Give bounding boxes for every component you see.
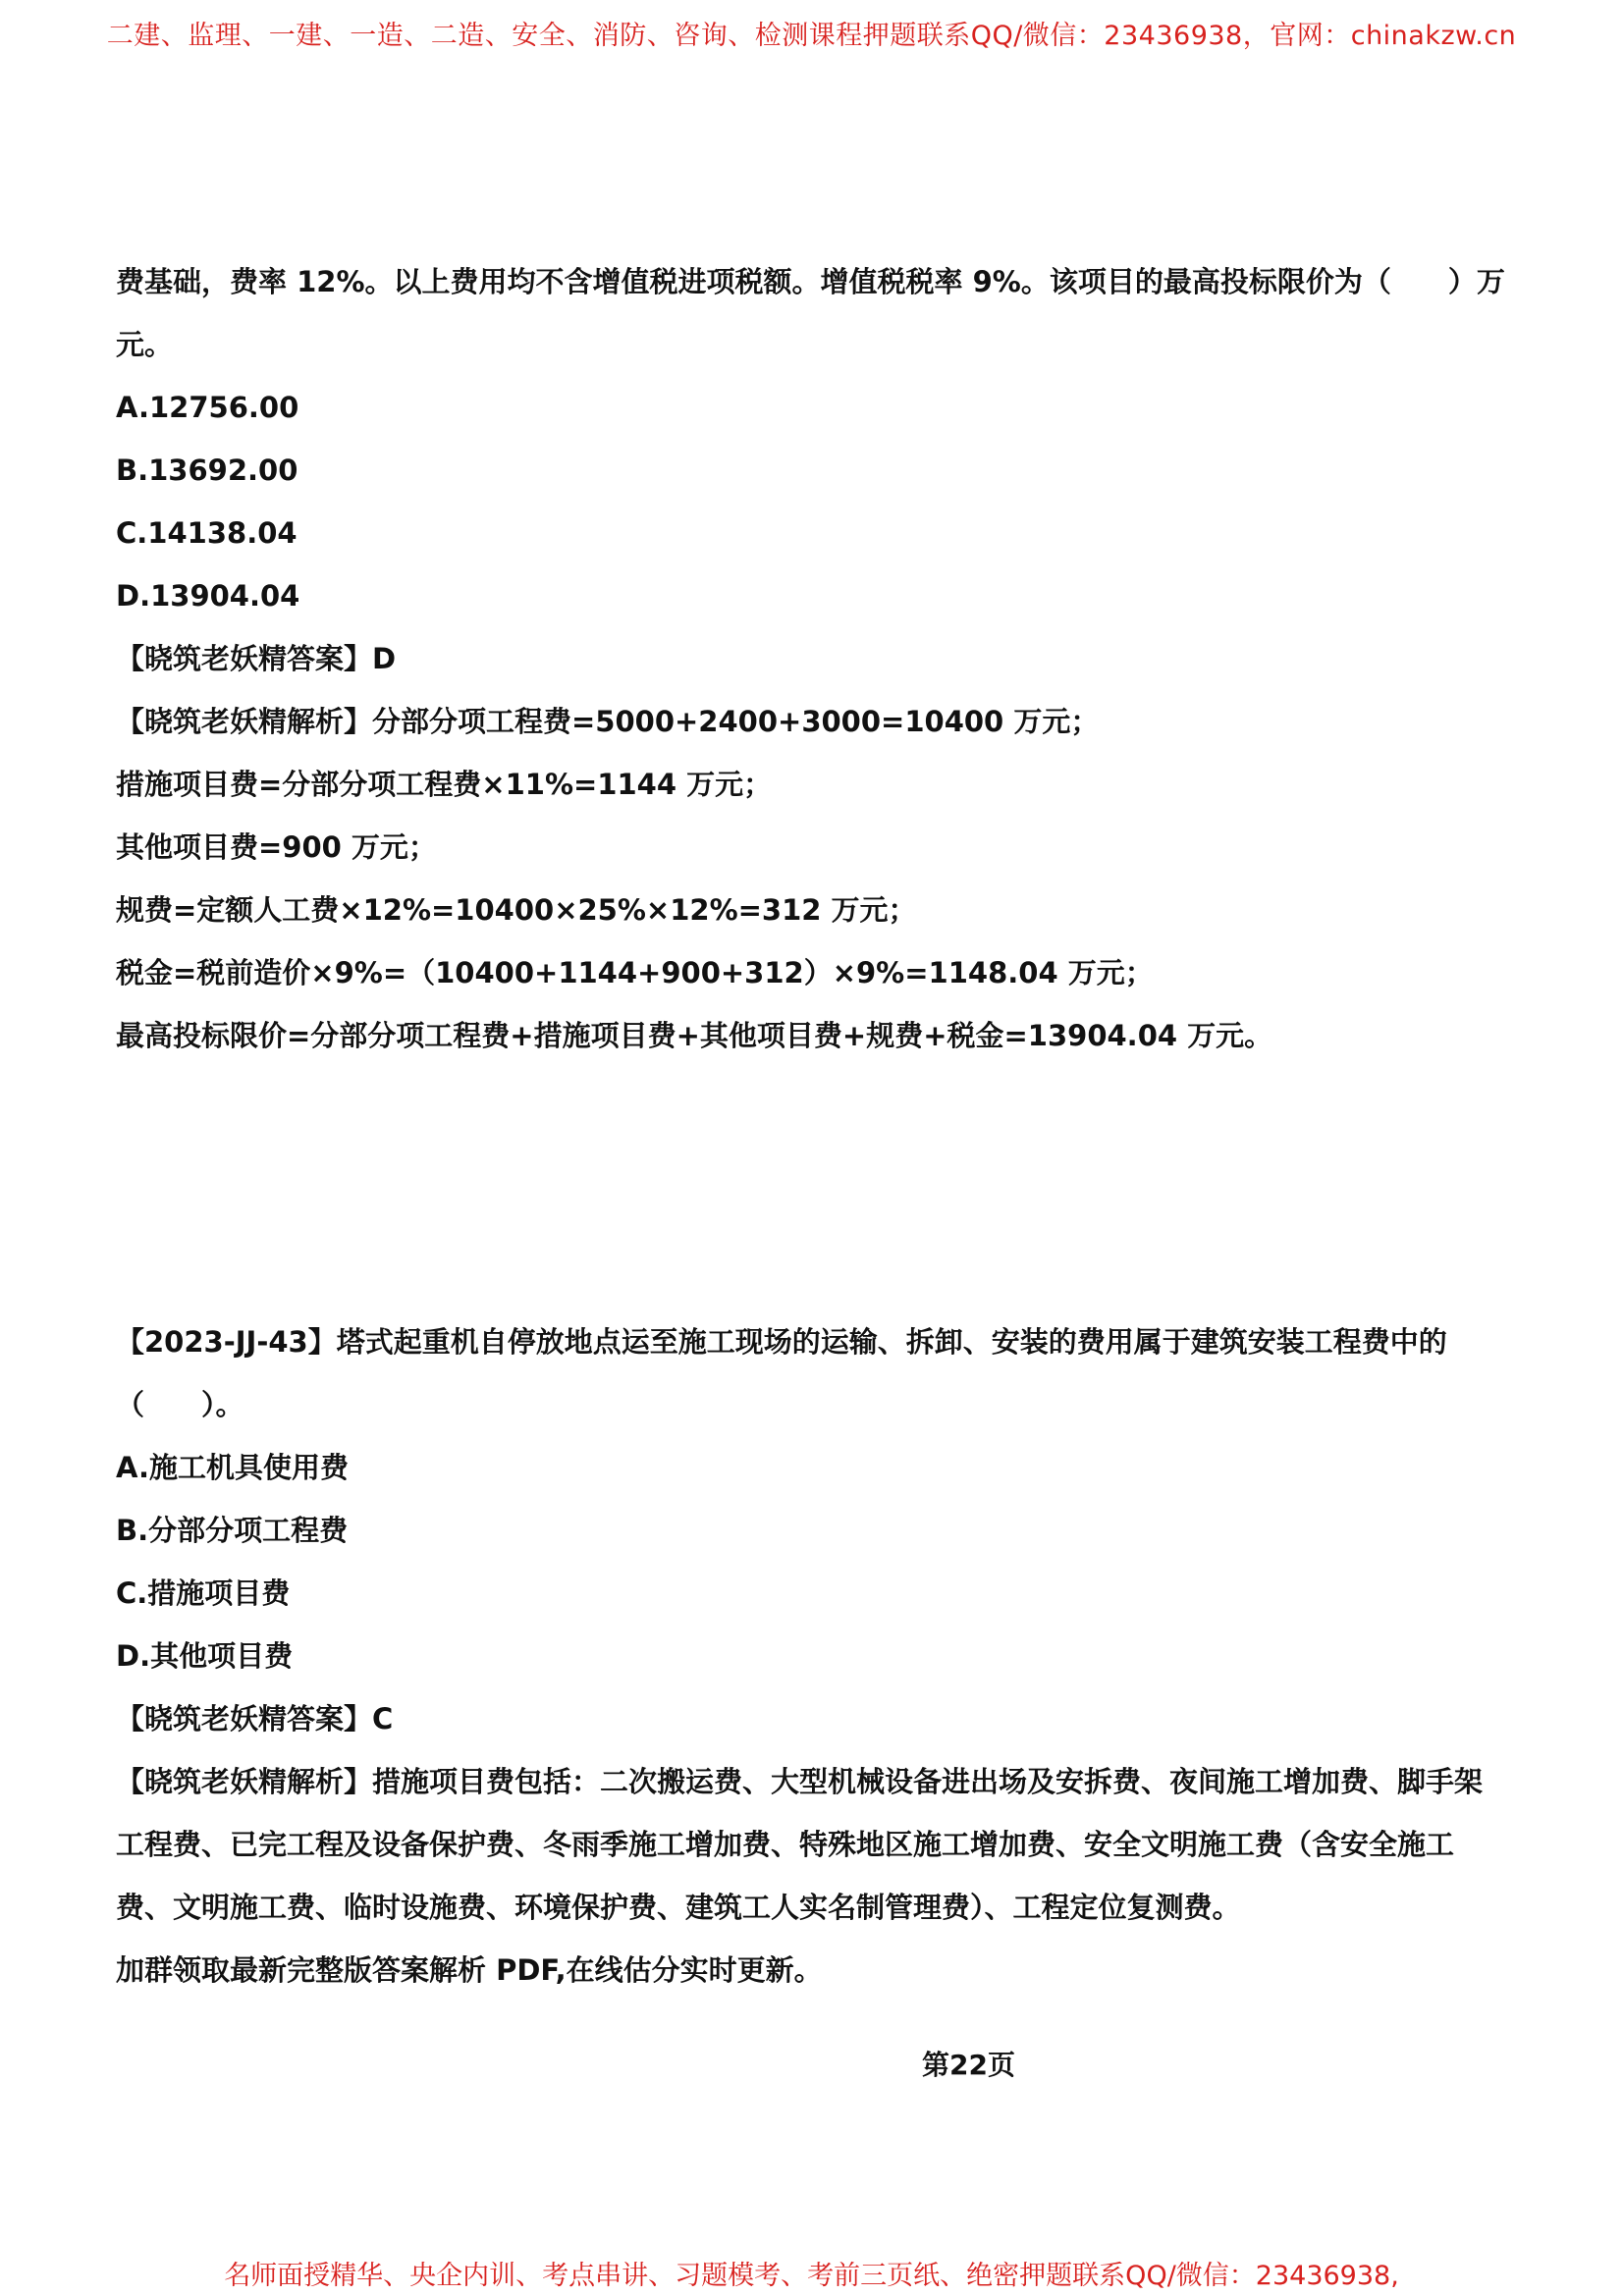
analysis-line: 最高投标限价=分部分项工程费+措施项目费+其他项目费+规费+税金=13904.04 万元。 [116,1019,1273,1052]
question-stem-line: 费基础，费率 12%。以上费用均不含增值税进项税额。增值税税率 9%。该项目的最高投标限价为（ ）万 [116,265,1505,298]
question-stem-line: 【2023-JJ-43】塔式起重机自停放地点运至施工现场的运输、拆卸、安装的费用属于建筑安装工程费中的 [116,1325,1447,1359]
header-banner: 二建、监理、一建、一造、二造、安全、消防、咨询、检测课程押题联系QQ/微信：23436938，官网：chinakzw.cn [106,21,1517,51]
option-d: D.13904.04 [116,579,300,613]
question-prev-block [116,250,1520,1067]
option-c: C.措施项目费 [116,1576,291,1610]
option-c: C.14138.04 [116,516,298,550]
footer-banner: 名师面授精华、央企内训、考点串讲、习题模考、考前三页纸、绝密押题联系QQ/微信：23436938, [224,2261,1399,2291]
analysis-line: 【晓筑老妖精解析】措施项目费包括：二次搬运费、大型机械设备进出场及安拆费、夜间施工增加费、脚手架 [116,1765,1484,1798]
question-43-block [116,1310,1520,2002]
promo-note: 加群领取最新完整版答案解析 PDF,在线估分实时更新。 [116,1953,823,1987]
analysis-line: 税金=税前造价×9%=（10400+1144+900+312）×9%=1148.04 万元； [116,956,1154,989]
option-b: B.13692.00 [116,454,298,487]
analysis-line: 工程费、已完工程及设备保护费、冬雨季施工增加费、特殊地区施工增加费、安全文明施工费（含安全施工 [116,1828,1455,1861]
option-d: D.其他项目费 [116,1639,294,1673]
option-a: A.12756.00 [116,391,299,424]
page-number: 第22页 [922,2049,1015,2081]
analysis-line: 其他项目费=900 万元； [116,830,437,864]
answer-line: 【晓筑老妖精答案】D [116,642,397,675]
analysis-line: 措施项目费=分部分项工程费×11%=1144 万元； [116,768,773,801]
analysis-line: 【晓筑老妖精解析】分部分项工程费=5000+2400+3000=10400 万元； [116,705,1100,738]
question-stem-line: （ ）。 [116,1388,244,1421]
analysis-line: 费、文明施工费、临时设施费、环境保护费、建筑工人实名制管理费）、工程定位复测费。 [116,1891,1241,1924]
analysis-line: 规费=定额人工费×12%=10400×25%×12%=312 万元； [116,893,917,927]
question-stem-line: 元。 [116,328,174,361]
option-b: B.分部分项工程费 [116,1514,349,1547]
answer-line: 【晓筑老妖精答案】C [116,1702,394,1735]
option-a: A.施工机具使用费 [116,1451,349,1484]
